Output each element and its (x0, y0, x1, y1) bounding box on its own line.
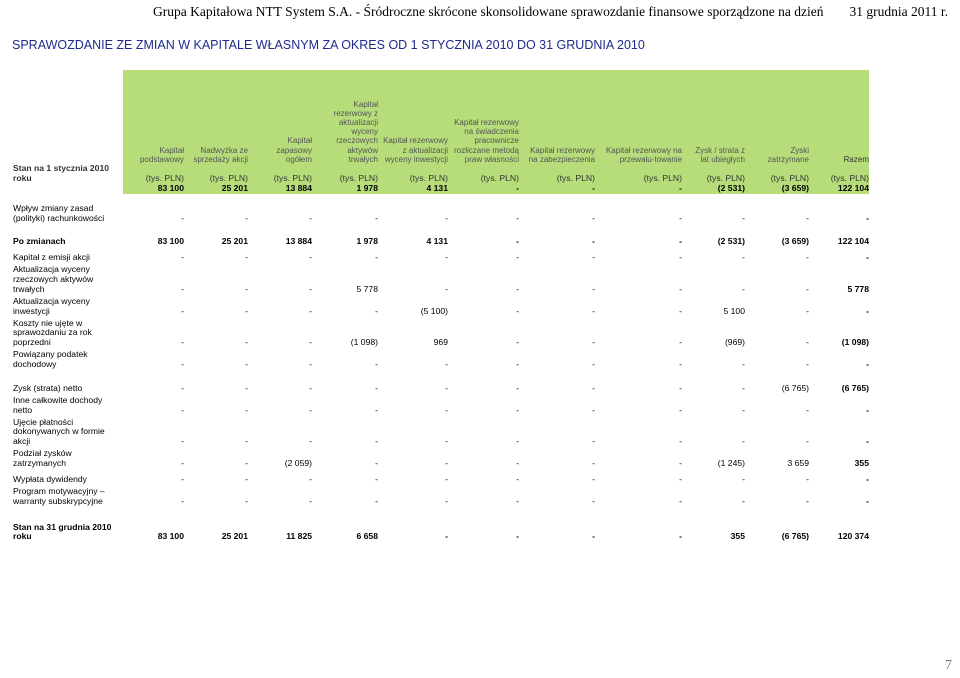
unit-cell: (tys. PLN) (273, 172, 312, 183)
table-row (11, 396, 871, 416)
unit-cell: (tys. PLN) (480, 172, 519, 183)
value-cell: - (866, 495, 869, 506)
table-row (11, 237, 871, 247)
row-label: Inne całkowite dochody netto (13, 394, 103, 415)
row-label (11, 184, 123, 194)
col-zyski-zatrzymane: Zyski zatrzymane (767, 145, 809, 164)
value-cell: - (516, 236, 519, 247)
table-row (11, 523, 871, 543)
value-cell: - (592, 382, 595, 393)
value-cell: 5 778 (847, 283, 869, 294)
row-label: Aktualizacja wyceny inwestycji (13, 295, 90, 316)
value-cell: 13 884 (285, 182, 312, 193)
value-cell: 122 104 (837, 236, 869, 247)
value-cell: - (245, 212, 248, 223)
value-cell: - (516, 337, 519, 348)
value-cell: - (806, 252, 809, 263)
value-cell: (969) (724, 337, 745, 348)
value-cell: 5 100 (723, 305, 745, 316)
value-cell: 355 (854, 458, 869, 468)
value-cell: - (375, 305, 378, 316)
row-label: Powiązany podatek dochodowy (13, 349, 88, 369)
value-cell: - (866, 359, 869, 369)
value-cell: 1 978 (356, 236, 378, 247)
value-cell: - (309, 283, 312, 294)
col-kapital-zapasowy: Kapitał zapasowy ogółem (276, 136, 312, 164)
value-cell: - (592, 404, 595, 415)
row-spacer (11, 370, 871, 384)
value-cell: - (679, 404, 682, 415)
page-header (153, 4, 948, 20)
header-company: Grupa Kapitałowa NTT System S.A. - Śródroczne skrócone skonsolidowane sprawozdanie finansowe sporządzone na dzień (153, 4, 824, 19)
col-rezerwowy-zabezpieczenia: Kapitał rezerwowy na zabezpieczenia (528, 145, 595, 164)
value-cell: - (592, 236, 595, 247)
table-row (11, 384, 871, 394)
value-cell: - (181, 212, 184, 223)
value-cell: - (679, 252, 682, 263)
value-cell: - (375, 212, 378, 223)
value-cell: (5 100) (420, 305, 448, 316)
value-cell: - (181, 337, 184, 348)
value-cell: - (375, 458, 378, 468)
value-cell: - (309, 495, 312, 506)
value-cell: - (516, 305, 519, 316)
value-cell: - (245, 495, 248, 506)
row-label: Zysk (strata) netto (13, 382, 83, 393)
row-label: Aktualizacja wyceny rzeczowych aktywów trwałych (13, 264, 94, 294)
value-cell: - (679, 458, 682, 468)
col-rezerwowy-swiadczenia: Kapitał rezerwowy na świadczenia pracownicze rozliczane metodą praw własności (454, 118, 519, 164)
value-cell: - (592, 252, 595, 263)
spacer-cell (11, 223, 871, 237)
value-cell: (1 245) (717, 458, 745, 468)
unit-cell: (tys. PLN) (830, 172, 869, 183)
unit-cell: (tys. PLN) (770, 172, 809, 183)
table-row (11, 418, 871, 448)
value-cell: - (309, 359, 312, 369)
value-cell: - (806, 283, 809, 294)
value-cell: (6 765) (841, 382, 869, 393)
value-cell: - (742, 495, 745, 506)
value-cell: - (866, 473, 869, 484)
col-rezerwowy-inwestycje: Kapitał rezerwowy z aktualizacji wyceny inwestycji (383, 136, 448, 164)
value-cell: - (445, 436, 448, 447)
value-cell: - (445, 531, 448, 542)
value-cell: - (592, 436, 595, 447)
value-cell: - (866, 436, 869, 447)
value-cell: - (742, 436, 745, 447)
value-cell: - (375, 495, 378, 506)
value-cell: 11 825 (286, 531, 312, 542)
value-cell: (1 098) (350, 337, 378, 348)
col-rezerwowy-aktywa-trwale: Kapitał rezerwowy z aktualizacji wyceny rzeczowych aktywów trwałych (333, 99, 378, 164)
table-row (11, 319, 871, 349)
value-cell: - (679, 182, 682, 193)
col-kapital-podstawowy: Kapitał podstawowy (139, 145, 184, 164)
value-cell: - (679, 473, 682, 484)
value-cell: - (592, 495, 595, 506)
value-cell: - (375, 252, 378, 263)
value-cell: - (445, 473, 448, 484)
value-cell: - (309, 305, 312, 316)
value-cell: - (309, 212, 312, 223)
value-cell: - (181, 404, 184, 415)
value-cell: - (516, 212, 519, 223)
row-label: Kapitał z emisji akcji (13, 252, 90, 263)
value-cell: (3 659) (781, 236, 809, 247)
value-cell: (6 765) (781, 531, 809, 542)
value-cell: 25 201 (221, 236, 248, 247)
value-cell: - (516, 382, 519, 393)
value-cell: - (309, 436, 312, 447)
value-cell: (2 531) (717, 182, 745, 193)
value-cell: 355 (730, 531, 745, 542)
header-empty-cell (11, 86, 123, 164)
unit-cell: (tys. PLN) (409, 172, 448, 183)
value-cell: - (806, 212, 809, 223)
value-cell: - (592, 283, 595, 294)
value-cell: - (806, 495, 809, 506)
value-cell: - (516, 436, 519, 447)
value-cell: 3 659 (787, 458, 809, 468)
col-razem: Razem (843, 154, 869, 164)
value-cell: - (516, 182, 519, 193)
value-cell: 25 201 (221, 182, 248, 193)
spacer-cell (11, 194, 871, 204)
value-cell: 83 100 (157, 236, 184, 247)
value-cell: - (679, 283, 682, 294)
row-label-first: Stan na 1 stycznia 2010 roku (13, 163, 110, 183)
value-cell: (6 765) (781, 382, 809, 393)
value-cell: - (742, 252, 745, 263)
value-cell: 1 978 (356, 182, 378, 193)
unit-cell: (tys. PLN) (339, 172, 378, 183)
value-cell: - (806, 305, 809, 316)
value-cell: - (592, 182, 595, 193)
unit-row (11, 164, 871, 184)
unit-cell: (tys. PLN) (145, 172, 184, 183)
value-cell: - (245, 283, 248, 294)
value-cell: (2 059) (284, 458, 312, 468)
value-cell: - (679, 436, 682, 447)
value-cell: (3 659) (781, 182, 809, 193)
value-cell: - (181, 473, 184, 484)
value-cell: - (375, 436, 378, 447)
value-cell: - (309, 382, 312, 393)
value-cell: - (516, 404, 519, 415)
value-cell: - (309, 404, 312, 415)
spacer-cell (11, 507, 871, 523)
value-cell: - (592, 337, 595, 348)
value-cell: - (806, 359, 809, 369)
unit-cell: (tys. PLN) (209, 172, 248, 183)
table-body (11, 164, 871, 542)
row-spacer (11, 507, 871, 523)
table-row (11, 449, 871, 469)
table-row (11, 204, 871, 224)
value-cell: - (516, 495, 519, 506)
value-cell: - (445, 495, 448, 506)
value-cell: 4 131 (426, 236, 448, 247)
value-cell: - (245, 404, 248, 415)
value-cell: - (742, 283, 745, 294)
value-cell: - (181, 252, 184, 263)
value-cell: - (245, 458, 248, 468)
unit-cell: (tys. PLN) (643, 172, 682, 183)
table-row (11, 297, 871, 317)
value-cell: - (742, 382, 745, 393)
value-cell: - (181, 458, 184, 468)
value-cell: - (679, 495, 682, 506)
value-cell: - (309, 252, 312, 263)
equity-changes-table (11, 86, 871, 542)
value-cell: 6 658 (356, 531, 378, 542)
value-cell: - (866, 252, 869, 263)
value-cell: 25 201 (221, 531, 248, 542)
row-label: Podział zysków zatrzymanych (13, 448, 72, 468)
value-cell: - (181, 305, 184, 316)
value-cell: - (445, 212, 448, 223)
value-cell: 5 778 (356, 283, 378, 294)
value-cell: 122 104 (837, 182, 869, 193)
value-cell: 969 (433, 337, 448, 348)
row-label: Ujęcie płatności dokonywanych w formie akcji (13, 416, 105, 447)
value-cell: 13 884 (285, 236, 312, 247)
row-label: Program motywacyjny – warranty subskrypcyjne (13, 485, 105, 506)
col-rezerwowy-przewalutowanie: Kapitał rezerwowy na przewalu-towanie (605, 145, 682, 164)
value-cell: - (309, 473, 312, 484)
value-cell: - (245, 359, 248, 369)
value-cell: - (806, 404, 809, 415)
value-cell: - (679, 337, 682, 348)
value-cell: - (742, 404, 745, 415)
value-cell: 83 100 (157, 182, 184, 193)
value-cell: - (866, 404, 869, 415)
value-cell: - (445, 283, 448, 294)
unit-cell: (tys. PLN) (556, 172, 595, 183)
value-cell: - (445, 252, 448, 263)
value-cell: - (679, 212, 682, 223)
value-cell: - (679, 236, 682, 247)
value-cell: - (375, 473, 378, 484)
value-cell: 4 131 (426, 182, 448, 193)
table-row (11, 184, 871, 194)
value-cell: - (679, 305, 682, 316)
value-cell: - (592, 305, 595, 316)
unit-cell: (tys. PLN) (706, 172, 745, 183)
value-cell: - (245, 305, 248, 316)
value-cell: - (516, 458, 519, 468)
value-cell: - (181, 382, 184, 393)
value-cell: - (516, 473, 519, 484)
table-row (11, 475, 871, 485)
value-cell: (2 531) (717, 236, 745, 247)
value-cell: - (592, 359, 595, 369)
value-cell: - (866, 305, 869, 316)
value-cell: - (742, 473, 745, 484)
value-cell: - (245, 473, 248, 484)
value-cell: - (742, 212, 745, 223)
table-row (11, 350, 871, 370)
value-cell: - (181, 359, 184, 369)
value-cell: - (181, 495, 184, 506)
value-cell: - (445, 404, 448, 415)
value-cell: 120 374 (837, 531, 869, 542)
value-cell: - (245, 382, 248, 393)
table-row (11, 253, 871, 263)
value-cell: - (592, 531, 595, 542)
value-cell: - (679, 359, 682, 369)
value-cell: - (375, 382, 378, 393)
value-cell: - (592, 458, 595, 468)
row-label: Wypłata dywidendy (13, 473, 87, 484)
spacer-cell (11, 370, 871, 384)
value-cell: - (245, 337, 248, 348)
statement-title: SPRAWOZDANIE ZE ZMIAN W KAPITALE WŁASNYM ZA OKRES OD 1 STYCZNIA 2010 DO 31 GRUDNIA 2010 (12, 38, 645, 52)
value-cell: - (592, 212, 595, 223)
col-nadwyzka-sprzedazy: Nadwyżka ze sprzedaży akcji (193, 145, 248, 164)
value-cell: - (516, 531, 519, 542)
value-cell: - (679, 382, 682, 393)
row-label: Stan na 31 grudnia 2010 roku (13, 521, 112, 542)
row-spacer (11, 223, 871, 237)
value-cell: - (806, 337, 809, 348)
value-cell: - (181, 283, 184, 294)
row-label: Po zmianach (13, 236, 66, 247)
value-cell: - (445, 359, 448, 369)
row-label: Wpływ zmiany zasad (polityki) rachunkowości (13, 202, 105, 223)
table-row (11, 487, 871, 507)
col-zysk-strata-lat-ubieglych: Zysk / strata z lat ubiegłych (695, 145, 745, 164)
value-cell: - (245, 436, 248, 447)
value-cell: - (516, 252, 519, 263)
column-header-row (11, 86, 871, 164)
value-cell: - (679, 531, 682, 542)
value-cell: - (866, 212, 869, 223)
row-label: Koszty nie ujęte w sprawozdaniu za rok poprzedni (13, 317, 92, 348)
value-cell: - (592, 473, 595, 484)
page-number: 7 (945, 658, 952, 673)
value-cell: - (375, 404, 378, 415)
value-cell: - (375, 359, 378, 369)
value-cell: - (742, 359, 745, 369)
value-cell: - (516, 283, 519, 294)
value-cell: - (309, 337, 312, 348)
value-cell: 83 100 (157, 531, 184, 542)
table-row (11, 265, 871, 295)
value-cell: - (181, 436, 184, 447)
value-cell: (1 098) (841, 337, 869, 348)
value-cell: - (445, 382, 448, 393)
value-cell: - (245, 252, 248, 263)
header-date: 31 grudnia 2011 r. (849, 4, 948, 19)
row-spacer (11, 194, 871, 204)
value-cell: - (445, 458, 448, 468)
value-cell: - (516, 359, 519, 369)
value-cell: - (806, 436, 809, 447)
value-cell: - (806, 473, 809, 484)
